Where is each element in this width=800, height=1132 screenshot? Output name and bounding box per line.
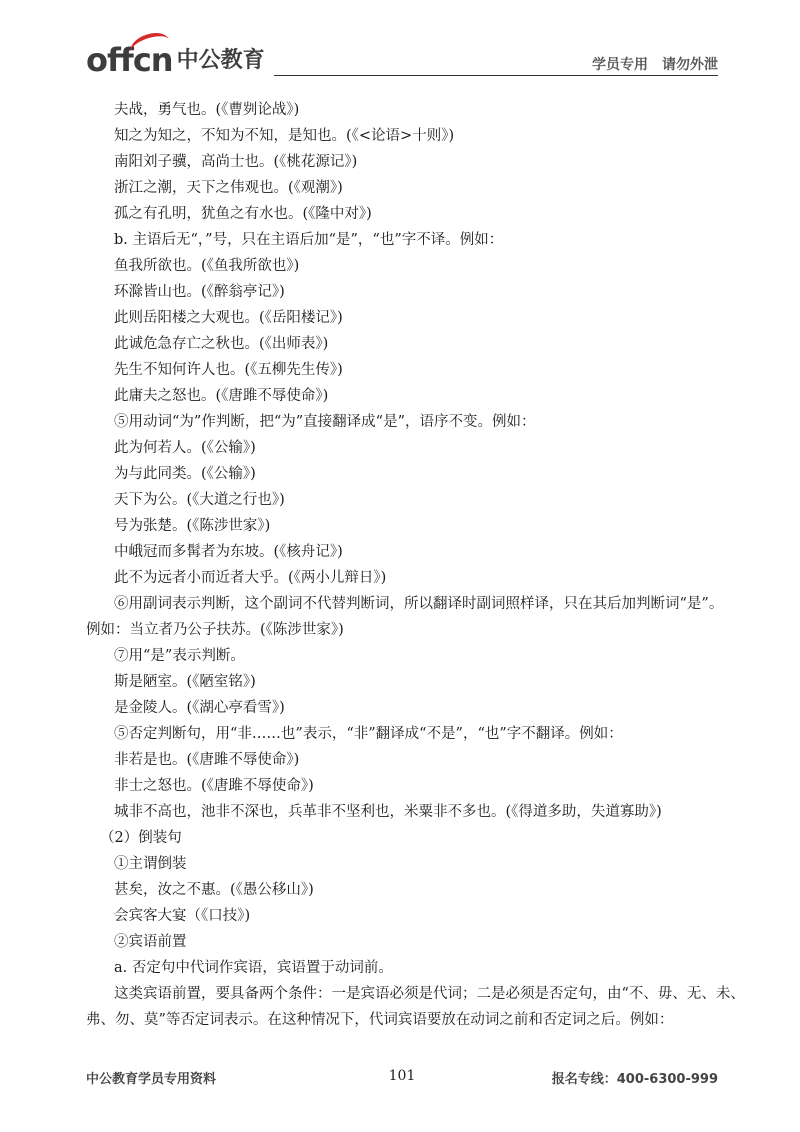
header-tag-confidential: 请勿外泄 [662,57,718,73]
text-line: 甚矣，汝之不惠。(《愚公移山》) [114,882,314,898]
page-footer [86,1068,718,1088]
text-line: 号为张楚。(《陈涉世家》) [114,518,271,534]
text-line: 知之为知之，不知为不知，是知也。(《<论语>十则》) [114,128,455,144]
footer-hotline: 报名专线：400-6300-999 [551,1072,718,1087]
text-line: 非士之怒也。(《唐雎不辱使命》) [114,778,314,794]
text-line: 城非不高也，池非不深也，兵革非不坚利也，米粟非不多也。(《得道多助，失道寡助》) [114,804,662,820]
text-line: 此则岳阳楼之大观也。(《岳阳楼记》) [114,310,343,326]
offcn-logo [86,40,265,79]
text-line: 为与此同类。(《公输》) [114,466,256,482]
text-line: 会宾客大宴（《口技》) [114,908,251,924]
text-line: ②宾语前置 [114,934,187,950]
text-line: 例如：当立者乃公子扶苏。(《陈涉世家》) [86,622,344,638]
text-line: ⑦用“是”表示判断。 [114,648,245,664]
text-line: 是金陵人。(《湖心亭看雪》) [114,700,285,716]
text-line: b. 主语后无“，”号，只在主语后加“是”，“也”字不译。例如： [114,232,504,248]
text-line: 夫战，勇气也。(《曹刿论战》) [114,102,300,118]
text-line: 孤之有孔明，犹鱼之有水也。(《隆中对》) [114,206,372,222]
text-line: ⑤否定判断句，用“非……也”表示，“非”翻译成“不是”，“也”字不翻译。例如： [114,726,623,742]
text-line: ⑤用动词“为”作判断，把“为”直接翻译成“是”，语序不变。例如： [114,414,536,430]
text-line: 斯是陋室。(《陋室铭》) [114,674,256,690]
text-line: 先生不知何许人也。(《五柳先生传》) [114,362,343,378]
text-line: 南阳刘子骥，高尚士也。(《桃花源记》) [114,154,358,170]
text-line: 鱼我所欲也。(《鱼我所欲也》) [114,258,300,274]
page-number: 101 [388,1068,416,1084]
text-line: ⑥用副词表示判断，这个副词不代替判断词，所以翻译时副词照样译，只在其后加判断词“是”。 [114,596,724,612]
text-line: 浙江之潮，天下之伟观也。(《观潮》) [114,180,343,196]
page-header [86,40,718,80]
text-line: 此为何若人。(《公输》) [114,440,256,456]
text-line: 非若是也。(《唐雎不辱使命》) [114,752,300,768]
text-line: ①主谓倒装 [114,856,187,872]
text-line: 这类宾语前置，要具备两个条件：一是宾语必须是代词；二是必须是否定句，由“不、毋、无、未、 [114,986,745,1002]
text-line: 此不为远者小而近者大乎。(《两小儿辩日》) [114,570,387,586]
text-line: 中峨冠而多髯者为东坡。(《核舟记》) [114,544,343,560]
text-line: 环滁皆山也。(《醉翁亭记》) [114,284,285,300]
text-line: 弗、勿、莫”等否定词表示。在这种情况下，代词宾语要放在动词之前和否定词之后。例如： [86,1012,674,1028]
footer-label: 中公教育学员专用资料 [86,1072,217,1087]
header-rule [274,75,718,76]
text-line: 此诚危急存亡之秋也。(《出师表》) [114,336,329,352]
logo-chinese: 中公教育 [176,48,265,73]
logo-latin: offcn [86,41,173,79]
text-line: 天下为公。(《大道之行也》) [114,492,285,508]
section-heading: （2）倒装句 [100,830,182,846]
page-body [86,97,745,1033]
header-tags [592,54,718,74]
header-tag-student: 学员专用 [592,57,648,73]
text-line: 此庸夫之怒也。(《唐雎不辱使命》) [114,388,329,404]
text-line: a. 否定句中代词作宾语，宾语置于动词前。 [114,960,393,976]
